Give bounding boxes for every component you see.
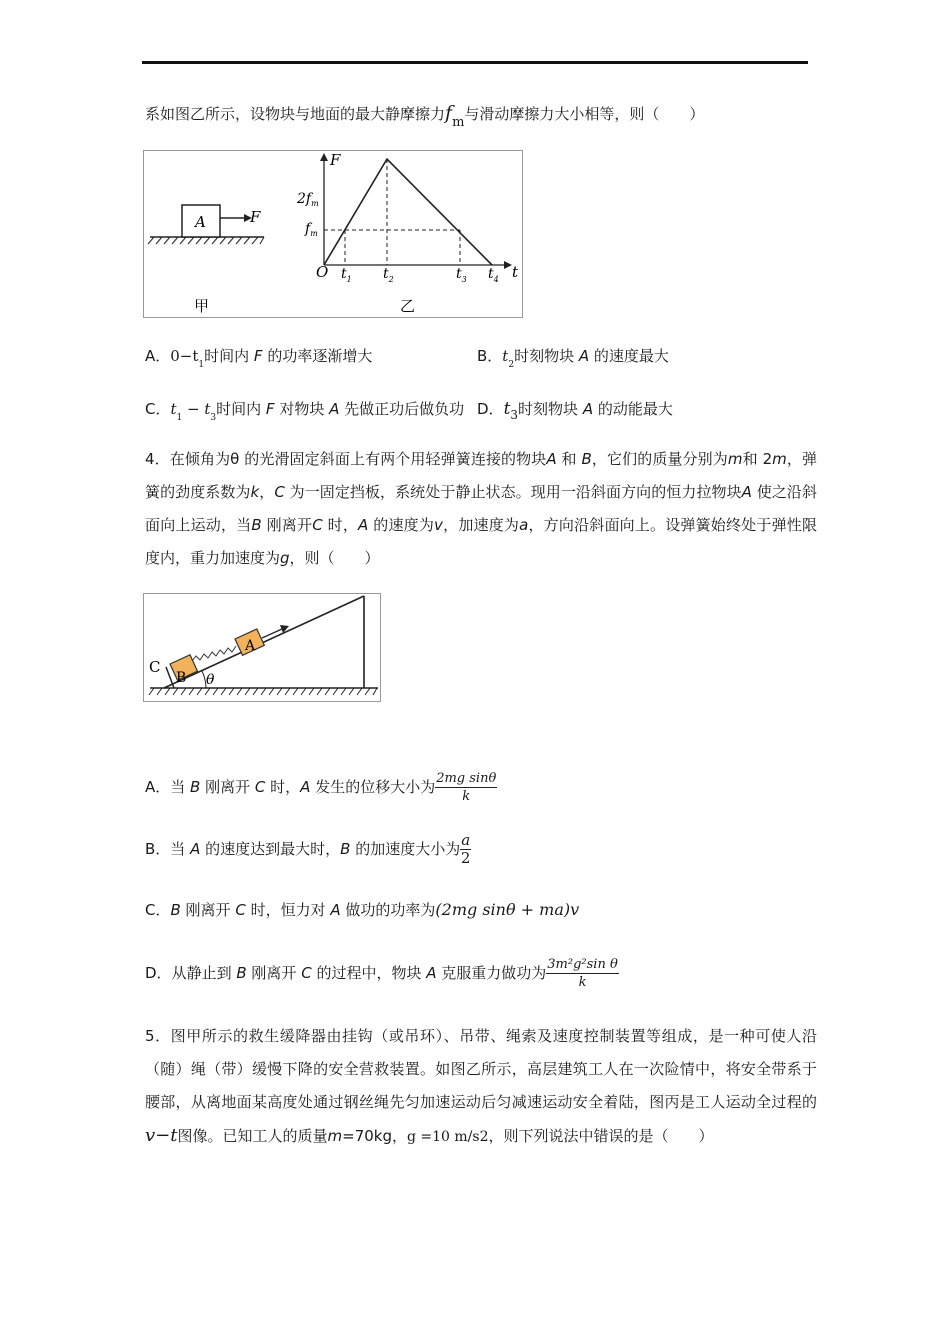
q3-option-d: D．$t_3$时刻物块 A 的动能最大 [477, 399, 673, 422]
frac-b: $\frac{a}{2}$ [460, 831, 471, 867]
tick-t4: $t_4$ [488, 266, 499, 284]
q4-option-d: D．从静止到 B 刚离开 C 的过程中，物块 A 克服重力做功为 $\frac{\text{3m²g²sin θ}}{k}$ [145, 957, 618, 990]
frac-a: $\frac{\text{2mg sinθ}}{k}$ [436, 771, 497, 804]
tick-2fm: $2f_m$ [297, 191, 319, 208]
pull-arrow [262, 629, 282, 638]
force-label: F [250, 208, 261, 226]
caption-yi: 乙 [400, 297, 416, 315]
y-axis-label: F [330, 151, 341, 169]
q4-stem: 4．在倾角为θ 的光滑固定斜面上有两个用轻弹簧连接的物块A 和 B，它们的质量分别为m和 2m，弹簧的劲度系数为k，C 为一固定挡板，系统处于静止状态。现用一沿斜面方向的恒力拉物块A 使之沿斜面向上运动，当B 刚离开C 时，A 的速度为v，加速度为a，方向沿斜面向上。设弹簧始终处于弹性限度内，重力加速度为g，则（ ） [145, 450, 817, 567]
ground-hatching [148, 237, 264, 244]
tick-t1: $t_1$ [341, 266, 352, 284]
frac-d: $\frac{\text{3m²g²sin θ}}{k}$ [547, 957, 618, 990]
q4-option-b: B．当 A 的速度达到最大时，B 的加速度大小为 $\frac{a}{2}$ [145, 831, 471, 867]
q3-figure-svg [144, 151, 522, 317]
q3-option-c: C．$t_1 - t_3$时间内 F 对物块 A 先做正功后做负功 [145, 400, 465, 423]
q5-stem: 5．图甲所示的救生缓降器由挂钩（或吊环）、吊带、绳索及速度控制装置等组成，是一种可使人沿（随）绳（带）缓慢下降的安全营救装置。如图乙所示，高层建筑工人在一次险情中，将安全带系于腰部，从离地面某高度处通过钢丝绳先匀加速运动后匀减速运动安全着陆，图丙是工人运动全过程的v−t图像。已知工人的质量m=70kg，g =10 m/s2，则下列说法中错误的是（ ） [145, 1027, 817, 1146]
tick-t2: $t_2$ [383, 266, 394, 284]
q4-option-c: C．B 刚离开 C 时，恒力对 A 做功的功率为(2mg sinθ + ma)v [145, 900, 580, 919]
label-b: B [176, 670, 187, 686]
force-curve [324, 159, 492, 265]
origin-label: O [316, 263, 329, 281]
q3-intro: 系如图乙所示，设物块与地面的最大静摩擦力fm与滑动摩擦力大小相等，则（ ） [145, 102, 705, 130]
label-theta: θ [206, 672, 215, 688]
incline-ground-hatching [149, 688, 377, 695]
x-axis-label: t [512, 263, 519, 281]
header-rule [142, 61, 808, 64]
label-c: C [149, 658, 161, 676]
block-a-label: A [195, 213, 206, 231]
tick-fm: $f_m$ [305, 221, 318, 238]
q3-figure [143, 150, 523, 318]
q4-figure-svg [144, 594, 380, 701]
label-a: A [245, 638, 256, 654]
q3-option-b: B．$t_2$时刻物块 A 的速度最大 [477, 347, 669, 370]
caption-jia: 甲 [194, 297, 210, 315]
x-axis-arrow [504, 261, 512, 269]
q3-option-a: A．$0-t_1$时间内 F 的功率逐渐增大 [145, 347, 373, 370]
y-axis-arrow [320, 153, 328, 161]
q4-figure [143, 593, 381, 702]
incline-surface [164, 596, 364, 688]
q4-option-a: A．当 B 刚离开 C 时，A 发生的位移大小为 $\frac{\text{2mg sinθ}}{k}$ [145, 771, 497, 804]
tick-t3: $t_3$ [456, 266, 467, 284]
